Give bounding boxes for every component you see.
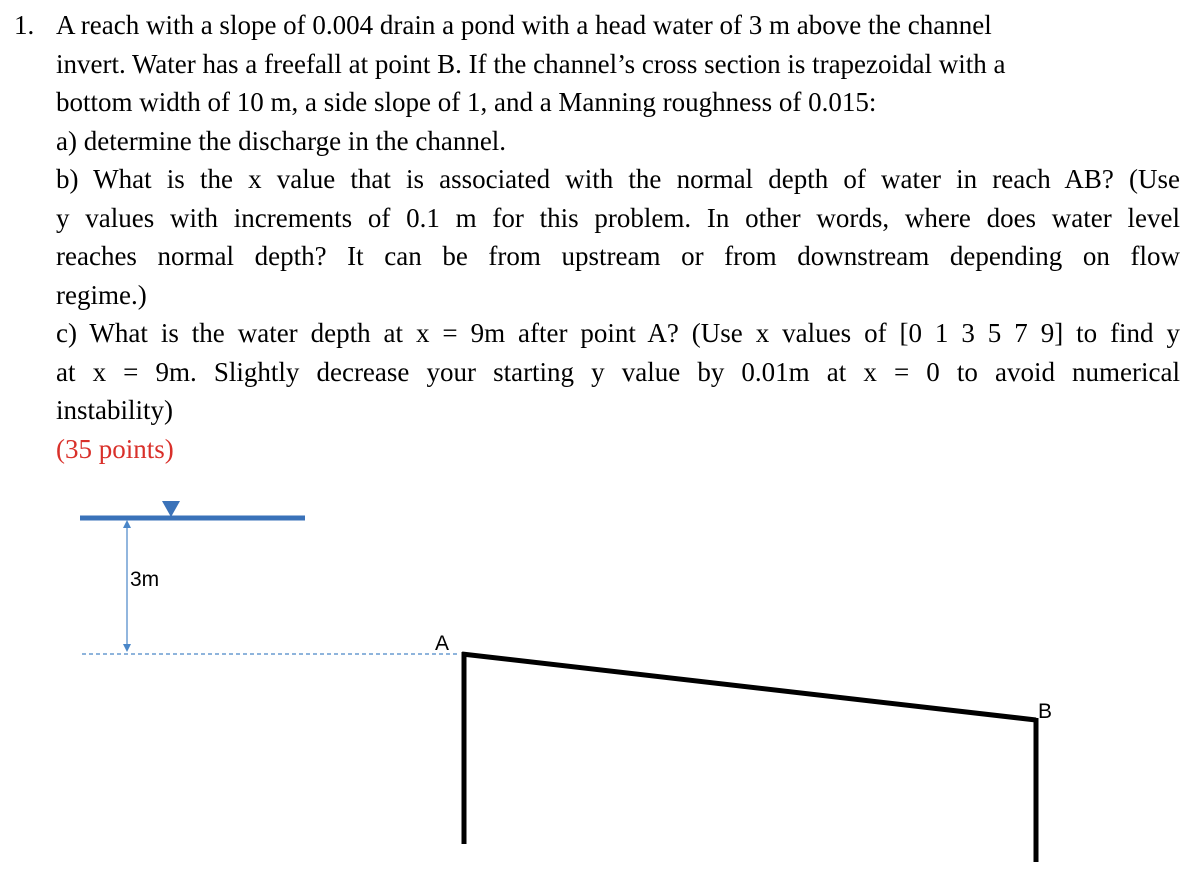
part-b-line: reaches normal depth? It can be from upstream or from downstream depending on flow (56, 241, 1180, 271)
part-c-line: at x = 9m. Slightly decrease your starting y value by 0.01m at x = 0 to avoid numerical (56, 356, 1180, 387)
head-label: 3m (130, 568, 160, 591)
part-b-line: b) What is the x value that is associated with the normal depth of water in reach AB? (Use (56, 164, 1180, 194)
part-c-line: instability) (56, 395, 173, 425)
point-b-label: B (1038, 700, 1053, 723)
part-b-line: y values with increments of 0.1 m for this problem. In other words, where does water level (56, 202, 1180, 233)
problem-line: A reach with a slope of 0.004 drain a pond with a head water of 3 m above the channel (56, 10, 992, 40)
problem-number: 1. (14, 10, 35, 40)
channel-bed-line (462, 654, 1036, 720)
channel-diagram (0, 490, 1192, 885)
point-a-label: A (435, 632, 450, 655)
dimension-arrow-up-icon (123, 520, 131, 528)
problem-line: invert. Water has a freefall at point B. If the channel’s cross section is trapezoidal with a (56, 48, 1006, 79)
dimension-arrow-down-icon (123, 644, 131, 652)
part-c-line: c) What is the water depth at x = 9m after point A? (Use x values of [0 1 3 5 7 9] to find y (56, 318, 1180, 348)
problem-line: bottom width of 10 m, a side slope of 1, and a Manning roughness of 0.015: (56, 87, 877, 117)
water-level-marker-icon (162, 501, 180, 517)
part-a-line: a) determine the discharge in the channel. (56, 125, 507, 156)
part-b-line: regime.) (56, 279, 147, 310)
problem-text (56, 6, 1180, 468)
channel-diagram-svg (0, 490, 1192, 880)
points-label: (35 points) (56, 433, 174, 464)
